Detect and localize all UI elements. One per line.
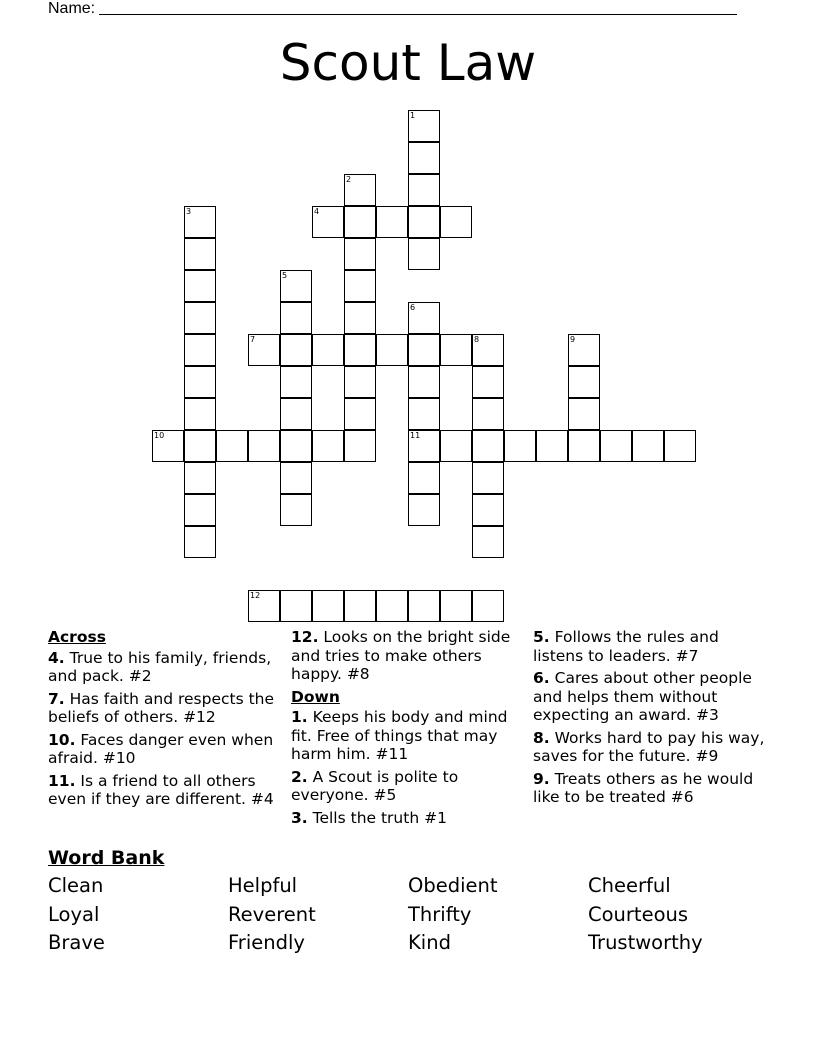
crossword-cell[interactable] [280, 590, 312, 622]
name-label: Name: [48, 0, 96, 17]
crossword-cell[interactable] [344, 590, 376, 622]
word-bank-word: Friendly [228, 931, 305, 954]
clue-across-4: 4. True to his family, friends, and pack. #2 [48, 648, 272, 685]
crossword-cell[interactable] [440, 334, 472, 366]
crossword-cell[interactable] [664, 430, 696, 462]
clue-down-3: 3. Tells the truth #1 [291, 808, 447, 827]
crossword-cell[interactable] [280, 398, 312, 430]
crossword-cell[interactable] [344, 398, 376, 430]
crossword-cell[interactable] [376, 334, 408, 366]
crossword-cell[interactable] [280, 270, 312, 302]
crossword-cell[interactable] [216, 430, 248, 462]
crossword-cell[interactable] [408, 366, 440, 398]
clues-column-3 [533, 628, 771, 811]
crossword-cell[interactable] [472, 590, 504, 622]
word-bank-word: Loyal [48, 903, 100, 926]
clue-number: 7 [250, 335, 256, 344]
crossword-cell[interactable] [408, 462, 440, 494]
crossword-cell[interactable] [376, 590, 408, 622]
crossword-cell[interactable] [408, 398, 440, 430]
crossword-cell[interactable] [184, 494, 216, 526]
crossword-cell[interactable] [472, 494, 504, 526]
clue-number: 3 [186, 207, 192, 216]
crossword-cell[interactable] [568, 430, 600, 462]
crossword-cell[interactable] [472, 366, 504, 398]
crossword-cell[interactable] [184, 302, 216, 334]
crossword-cell[interactable] [184, 206, 216, 238]
clues-column-1 [48, 628, 286, 813]
crossword-cell[interactable] [344, 334, 376, 366]
crossword-cell[interactable] [344, 206, 376, 238]
crossword-cell[interactable] [440, 590, 472, 622]
clue-down-1: 1. Keeps his body and mind fit. Free of things that may harm him. #11 [291, 708, 508, 763]
clue-number: 4 [314, 207, 320, 216]
crossword-cell[interactable] [280, 494, 312, 526]
clue-across-10: 10. Faces danger even when afraid. #10 [48, 730, 274, 767]
crossword-cell[interactable] [472, 334, 504, 366]
clue-across-12: 12. Looks on the bright side and tries to make others happy. #8 [291, 628, 511, 683]
crossword-cell[interactable] [184, 398, 216, 430]
clue-number: 2 [346, 175, 352, 184]
word-bank-word: Obedient [408, 874, 498, 897]
crossword-cell[interactable] [184, 462, 216, 494]
crossword-cell[interactable] [280, 334, 312, 366]
down-heading: Down [291, 687, 340, 706]
crossword-cell[interactable] [280, 302, 312, 334]
crossword-cell[interactable] [184, 526, 216, 558]
crossword-cell[interactable] [504, 430, 536, 462]
crossword-cell[interactable] [472, 398, 504, 430]
clues-column-2 [291, 628, 529, 831]
word-bank-word: Courteous [588, 903, 689, 926]
crossword-cell[interactable] [248, 430, 280, 462]
clue-number: 11 [410, 431, 421, 440]
crossword-cell[interactable] [408, 238, 440, 270]
crossword-cell[interactable] [408, 430, 440, 462]
clue-down-6: 6. Cares about other people and helps them without expecting an award. #3 [533, 669, 752, 724]
crossword-cell[interactable] [472, 430, 504, 462]
word-bank-word: Clean [48, 874, 104, 897]
clue-across-7: 7. Has faith and respects the beliefs of others. #12 [48, 689, 275, 726]
page-title: Scout Law [279, 34, 537, 92]
clue-number: 1 [410, 111, 416, 120]
crossword-cell[interactable] [152, 430, 184, 462]
crossword-cell[interactable] [280, 462, 312, 494]
crossword-cell[interactable] [536, 430, 568, 462]
clue-number: 5 [282, 271, 288, 280]
clue-down-5: 5. Follows the rules and listens to leaders. #7 [533, 628, 719, 665]
clue-across-11: 11. Is a friend to all others even if they are different. #4 [48, 771, 274, 808]
crossword-cell[interactable] [184, 238, 216, 270]
crossword-cell[interactable] [344, 238, 376, 270]
clue-number: 6 [410, 303, 416, 312]
crossword-cell[interactable] [344, 302, 376, 334]
word-bank-word: Cheerful [588, 874, 671, 897]
crossword-cell[interactable] [344, 174, 376, 206]
crossword-cell[interactable] [568, 398, 600, 430]
crossword-cell[interactable] [248, 334, 280, 366]
crossword-cell[interactable] [408, 334, 440, 366]
crossword-cell[interactable] [600, 430, 632, 462]
crossword-cell[interactable] [312, 590, 344, 622]
crossword-cell[interactable] [376, 206, 408, 238]
word-bank-word: Helpful [228, 874, 298, 897]
crossword-cell[interactable] [312, 206, 344, 238]
crossword-cell[interactable] [568, 366, 600, 398]
word-bank-title: Word Bank [48, 847, 165, 869]
crossword-cell[interactable] [408, 110, 440, 142]
word-bank-word: Trustworthy [588, 931, 703, 954]
clue-down-2: 2. A Scout is polite to everyone. #5 [291, 767, 459, 804]
crossword-cell[interactable] [344, 366, 376, 398]
clue-down-8: 8. Works hard to pay his way, saves for the future. #9 [533, 728, 765, 765]
crossword-cell[interactable] [248, 590, 280, 622]
crossword-cell[interactable] [408, 206, 440, 238]
crossword-cell[interactable] [440, 206, 472, 238]
word-bank-word: Brave [48, 931, 105, 954]
crossword-cell[interactable] [472, 462, 504, 494]
crossword-cell[interactable] [312, 334, 344, 366]
crossword-cell[interactable] [408, 590, 440, 622]
crossword-cell[interactable] [472, 526, 504, 558]
word-bank-word: Reverent [228, 903, 316, 926]
clue-down-9: 9. Treats others as he would like to be treated #6 [533, 769, 754, 806]
crossword-cell[interactable] [344, 270, 376, 302]
crossword-cell[interactable] [280, 366, 312, 398]
crossword-cell[interactable] [408, 494, 440, 526]
crossword-cell[interactable] [184, 270, 216, 302]
clue-number: 9 [570, 335, 576, 344]
crossword-cell[interactable] [440, 430, 472, 462]
across-heading: Across [48, 628, 106, 646]
crossword-cell[interactable] [184, 430, 216, 462]
word-bank-word: Kind [408, 931, 451, 954]
crossword-cell[interactable] [632, 430, 664, 462]
crossword-cell[interactable] [568, 334, 600, 366]
crossword-cell[interactable] [408, 142, 440, 174]
crossword-cell[interactable] [344, 430, 376, 462]
clue-number: 12 [250, 591, 261, 600]
crossword-cell[interactable] [408, 174, 440, 206]
crossword-cell[interactable] [184, 334, 216, 366]
clue-number: 8 [474, 335, 480, 344]
crossword-cell[interactable] [312, 430, 344, 462]
word-bank-word: Thrifty [408, 903, 472, 926]
crossword-cell[interactable] [184, 366, 216, 398]
crossword-cell[interactable] [408, 302, 440, 334]
clue-number: 10 [154, 431, 165, 440]
crossword-cell[interactable] [280, 430, 312, 462]
